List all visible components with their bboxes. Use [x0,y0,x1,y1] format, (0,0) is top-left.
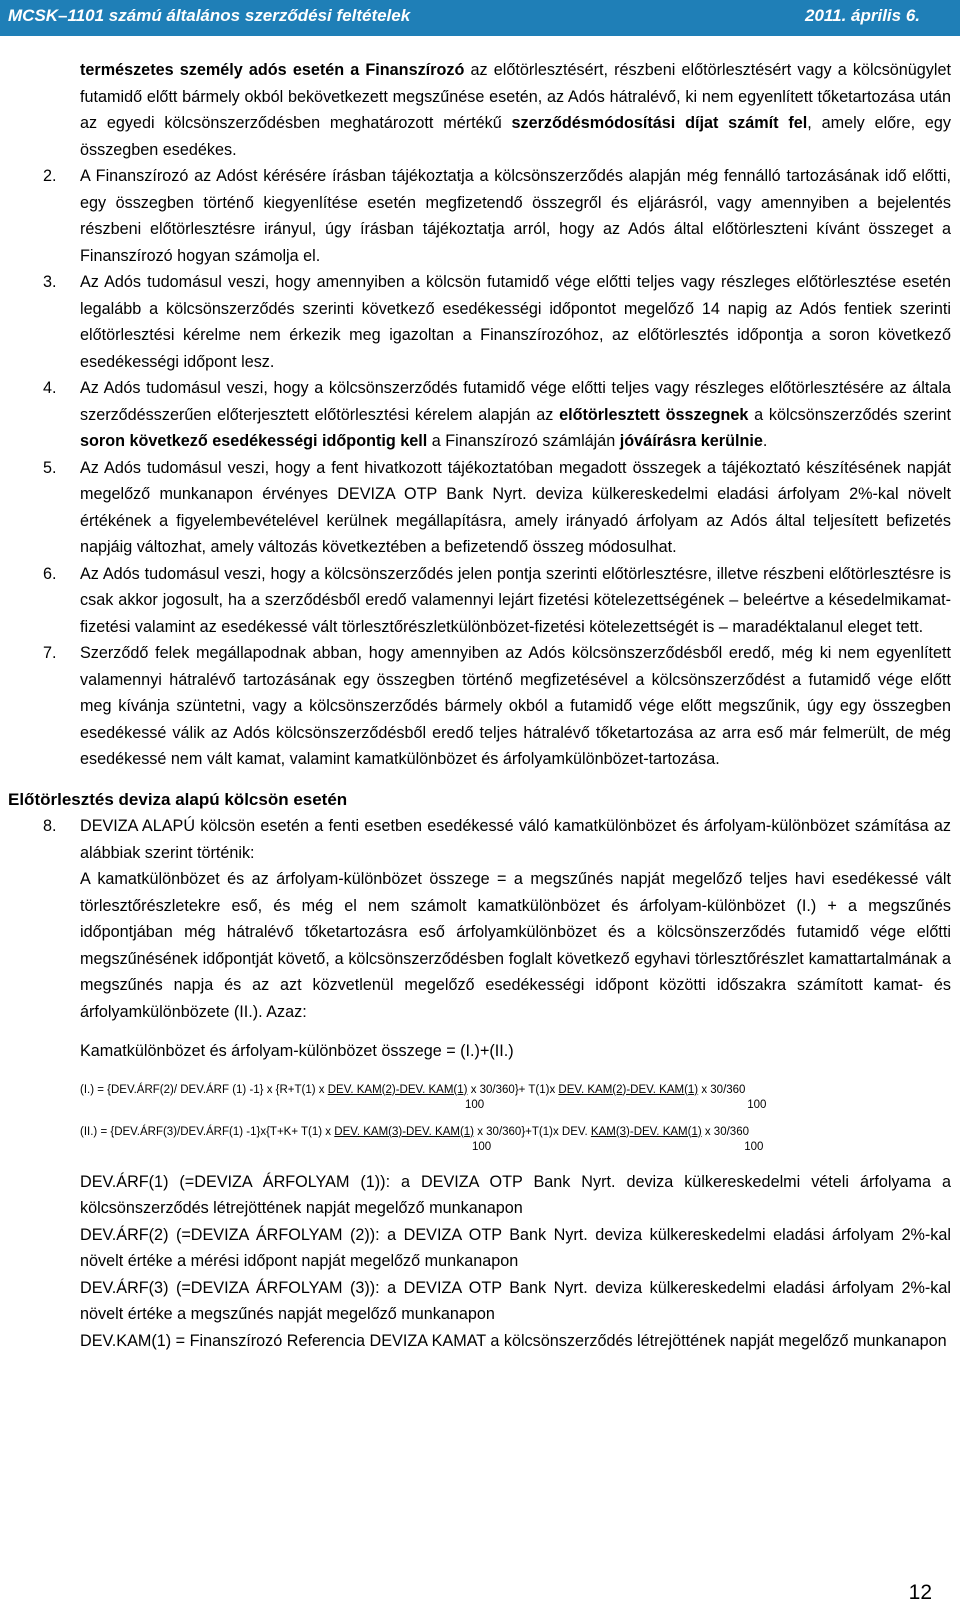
header-title: MCSK–1101 számú általános szerződési feltételek [8,6,411,25]
definition: DEV.ÁRF(3) (=DEVIZA ÁRFOLYAM (3)): a DEVIZA OTP Bank Nyrt. deviza külkereskedelmi eladási árfolyam 2%-kal növelt értéke a megszűnés napját megelőző munkanapon [80,1278,951,1323]
intro-bold-1: természetes személy adós esetén a Finanszírozó [80,61,465,79]
item-text: Szerződő felek megállapodnak abban, hogy amennyiben az Adós kölcsönszerződésből eredő, még ki nem egyenlített valamennyi hátralévő tartozásának egy összegben történő megfizetésével a kölcsönszerződést a futamidő vége előtt meg kívánja szüntetni, vagy a kölcsönszerződés bármely okból a futamidő vége előtt megszűnik, úgy egy összegben esedékessé válik az Adós kölcsönszerződésből eredő teljes hátralévő tőketartozása az arra eső már felmerült, de még esedékessé nem vált kamat, valamint kamatkülönbözet és árfolyamkülönbözet-tartozása. [80,644,951,768]
item-number: 4. [43,379,57,397]
item-number: 6. [43,564,57,583]
formula-text: x 30/360 [698,1083,746,1096]
formula-text: x 30/360 [701,1125,749,1138]
item-bold: jóváírásra kerülnie [619,432,763,450]
formula-text: (II.) = {DEV.ÁRF(3)/DEV.ÁRF(1) -1}x{T+K+ T(1) x [80,1125,335,1138]
intro-paragraph [80,57,951,163]
list-item [43,813,951,866]
item-text: . [762,432,768,450]
item-number: 2. [43,167,57,185]
item-number: 8. [43,817,57,835]
intro-text-1: az előtörlesztésért, részbeni előtörlesztésért vagy a kölcsönügylet futamidő előtt bármely okból bekövetkezett megszűnése esetén, az Adós hátralévő, ki nem egyenlített tőketartozása után az egyedi kölcsönszerződésben meghatározott mértékű [80,61,951,132]
list-item [43,375,951,455]
list-item [43,455,951,561]
item-number: 3. [43,273,57,291]
list-item [43,163,951,269]
sum-line: Kamatkülönbözet és árfolyam-különbözet összege = (I.)+(II.) [80,1042,514,1060]
item-text: a Finanszírozó számláján [427,432,620,450]
list-item [43,561,951,641]
list-item [43,269,951,375]
item-text: A Finanszírozó az Adóst kérésére írásban tájékoztatja a kölcsönszerződés alapján még fennálló tartozásának idő előtti, egy összegben történő kiegyenlítése esetén megfizetendő összegről és eljárásról, vagy amennyiben a bejelentés részbeni előtörlesztésre irányul, úgy írásban tájékoztatja arról, hogy az Adós által előtörleszteni kívánt összeget a Finanszírozó hogyan számolja el. [80,167,951,265]
formula-numerator: DEV. KAM(3)-DEV. KAM(1) [334,1125,475,1138]
definition: DEV.ÁRF(1) (=DEVIZA ÁRFOLYAM (1)): a DEVIZA OTP Bank Nyrt. deviza külkereskedelmi vételi árfolyama a kölcsönszerződés létrejöttének napját megelőző munkanapon [80,1172,951,1217]
definition: DEV.KAM(1) = Finanszírozó Referencia DEVIZA KAMAT a kölcsönszerződés létrejöttének napját megelőző munkanapon [80,1331,947,1350]
definition: DEV.ÁRF(2) (=DEVIZA ÁRFOLYAM (2)): a DEVIZA OTP Bank Nyrt. deviza külkereskedelmi eladási árfolyam 2%-kal növelt értéke a mérési időpont napját megelőző munkanapon [80,1225,951,1270]
item-number: 7. [43,644,57,662]
item-text: Az Adós tudomásul veszi, hogy a kölcsönszerződés jelen pontja szerinti előtörlesztésre, illetve részbeni előtörlesztésre is csak akkor jogosult, ha a szerződésből eredő valamennyi lejárt fizetési kötelezettségének – beleértve a késedelmikamat-fizetési valamint az esedékessé vált törlesztőrészletkülönbözet-fizetési kötelezettségét is – maradéktalanul eleget tett. [80,564,951,636]
formula-1 [80,1083,960,1113]
intro-text-2: , amely előre, egy összegben esedékes. [80,114,951,159]
formula-numerator: DEV. KAM(2)-DEV. KAM(1) [327,1083,468,1096]
list-item [43,640,951,773]
item-number: 5. [43,458,57,477]
item-text: a kölcsönszerződés szerint [748,405,951,424]
section-heading: Előtörlesztés deviza alapú kölcsön esetén [8,789,348,809]
formula-denominator: 100 [744,1140,764,1153]
formula-denominator: 100 [747,1098,767,1111]
page-header [0,0,960,36]
formula-denominators [80,1140,960,1155]
item-text: Az Adós tudomásul veszi, hogy a fent hivatkozott tájékoztatóban megadott összegek a tájékoztató készítésének napját megelőző munkanapon érvényes DEVIZA OTP Bank Nyrt. deviza külkereskedelmi eladási árfolyam 2%-kal növelt értékének a figyelembevételével kerülnek megállapításra, amely irányadó árfolyam az Adós által teljesített befizetés napjáig változhat, amely változás következtében a befizetendő összeg módosulhat. [80,458,951,556]
formula-denominator: 100 [472,1140,492,1153]
formula-text: x 30/360}+ T(1)x [467,1083,559,1096]
formula-denominators [80,1098,960,1113]
item-text: Az Adós tudomásul veszi, hogy amennyiben a kölcsön futamidő vége előtti teljes vagy részleges előtörlesztése esetén legalább a kölcsönszerződés szerinti következő esedékességi időpontot megelőző 14 napig az Adós fentiek szerinti előtörlesztési kérelme nem érkezik meg igazoltan a Finanszírozóhoz, az előtörlesztés időpontja a soron következő esedékességi időpont lesz. [80,273,951,371]
item-text: DEVIZA ALAPÚ kölcsön esetén a fenti esetben esedékessé váló kamatkülönbözet és árfolyam-különbözet számítása az alábbiak szerint történik: [80,817,951,862]
formula-numerator: KAM(3)-DEV. KAM(1) [590,1125,702,1138]
calc-paragraph: A kamatkülönbözet és az árfolyam-különbözet összege = a megszűnés napját megelőző teljes havi esedékessé vált törlesztőrészletekre eső, és még el nem számolt kamatkülönbözet és árfolyam-különbözet (I.) + a megszűnés időpontjában még hátralévő tőketartozásra eső árfolyamkülönbözet és a kölcsönszerződés futamidő vége előtti megszűnésének időpontját követő, a kölcsönszerződésben foglalt következő egyhavi törlesztőrészlet kamattartalmának a megszűnés napja és az azt közvetlenül megelőző esedékességi időpont közötti időszakra számított kamat- és árfolyamkülönbözete (II.). Azaz: [80,870,951,1021]
item-text: Az Adós tudomásul veszi, hogy a kölcsönszerződés futamidő vége előtti teljes vagy részleges előtörlesztésére az általa szerződésszerűen előterjesztett előtörlesztési kérelem alapján az [80,379,951,424]
formula-text: (I.) = {DEV.ÁRF(2)/ DEV.ÁRF (1) -1} x {R+T(1) x [80,1083,328,1096]
page-number: 12 [908,1581,932,1604]
intro-bold-2: szerződésmódosítási díjat számít fel [511,114,808,132]
header-date: 2011. április 6. [805,6,920,25]
formula-2 [80,1125,960,1155]
formula-numerator: DEV. KAM(2)-DEV. KAM(1) [558,1083,699,1096]
item-bold: előtörlesztett összegnek [559,405,749,424]
document-body [0,57,960,1354]
formula-text: x 30/360}+T(1)x DEV. [474,1125,591,1138]
formula-denominator: 100 [465,1098,485,1111]
item-bold: soron következő esedékességi időpontig kell [80,432,428,450]
